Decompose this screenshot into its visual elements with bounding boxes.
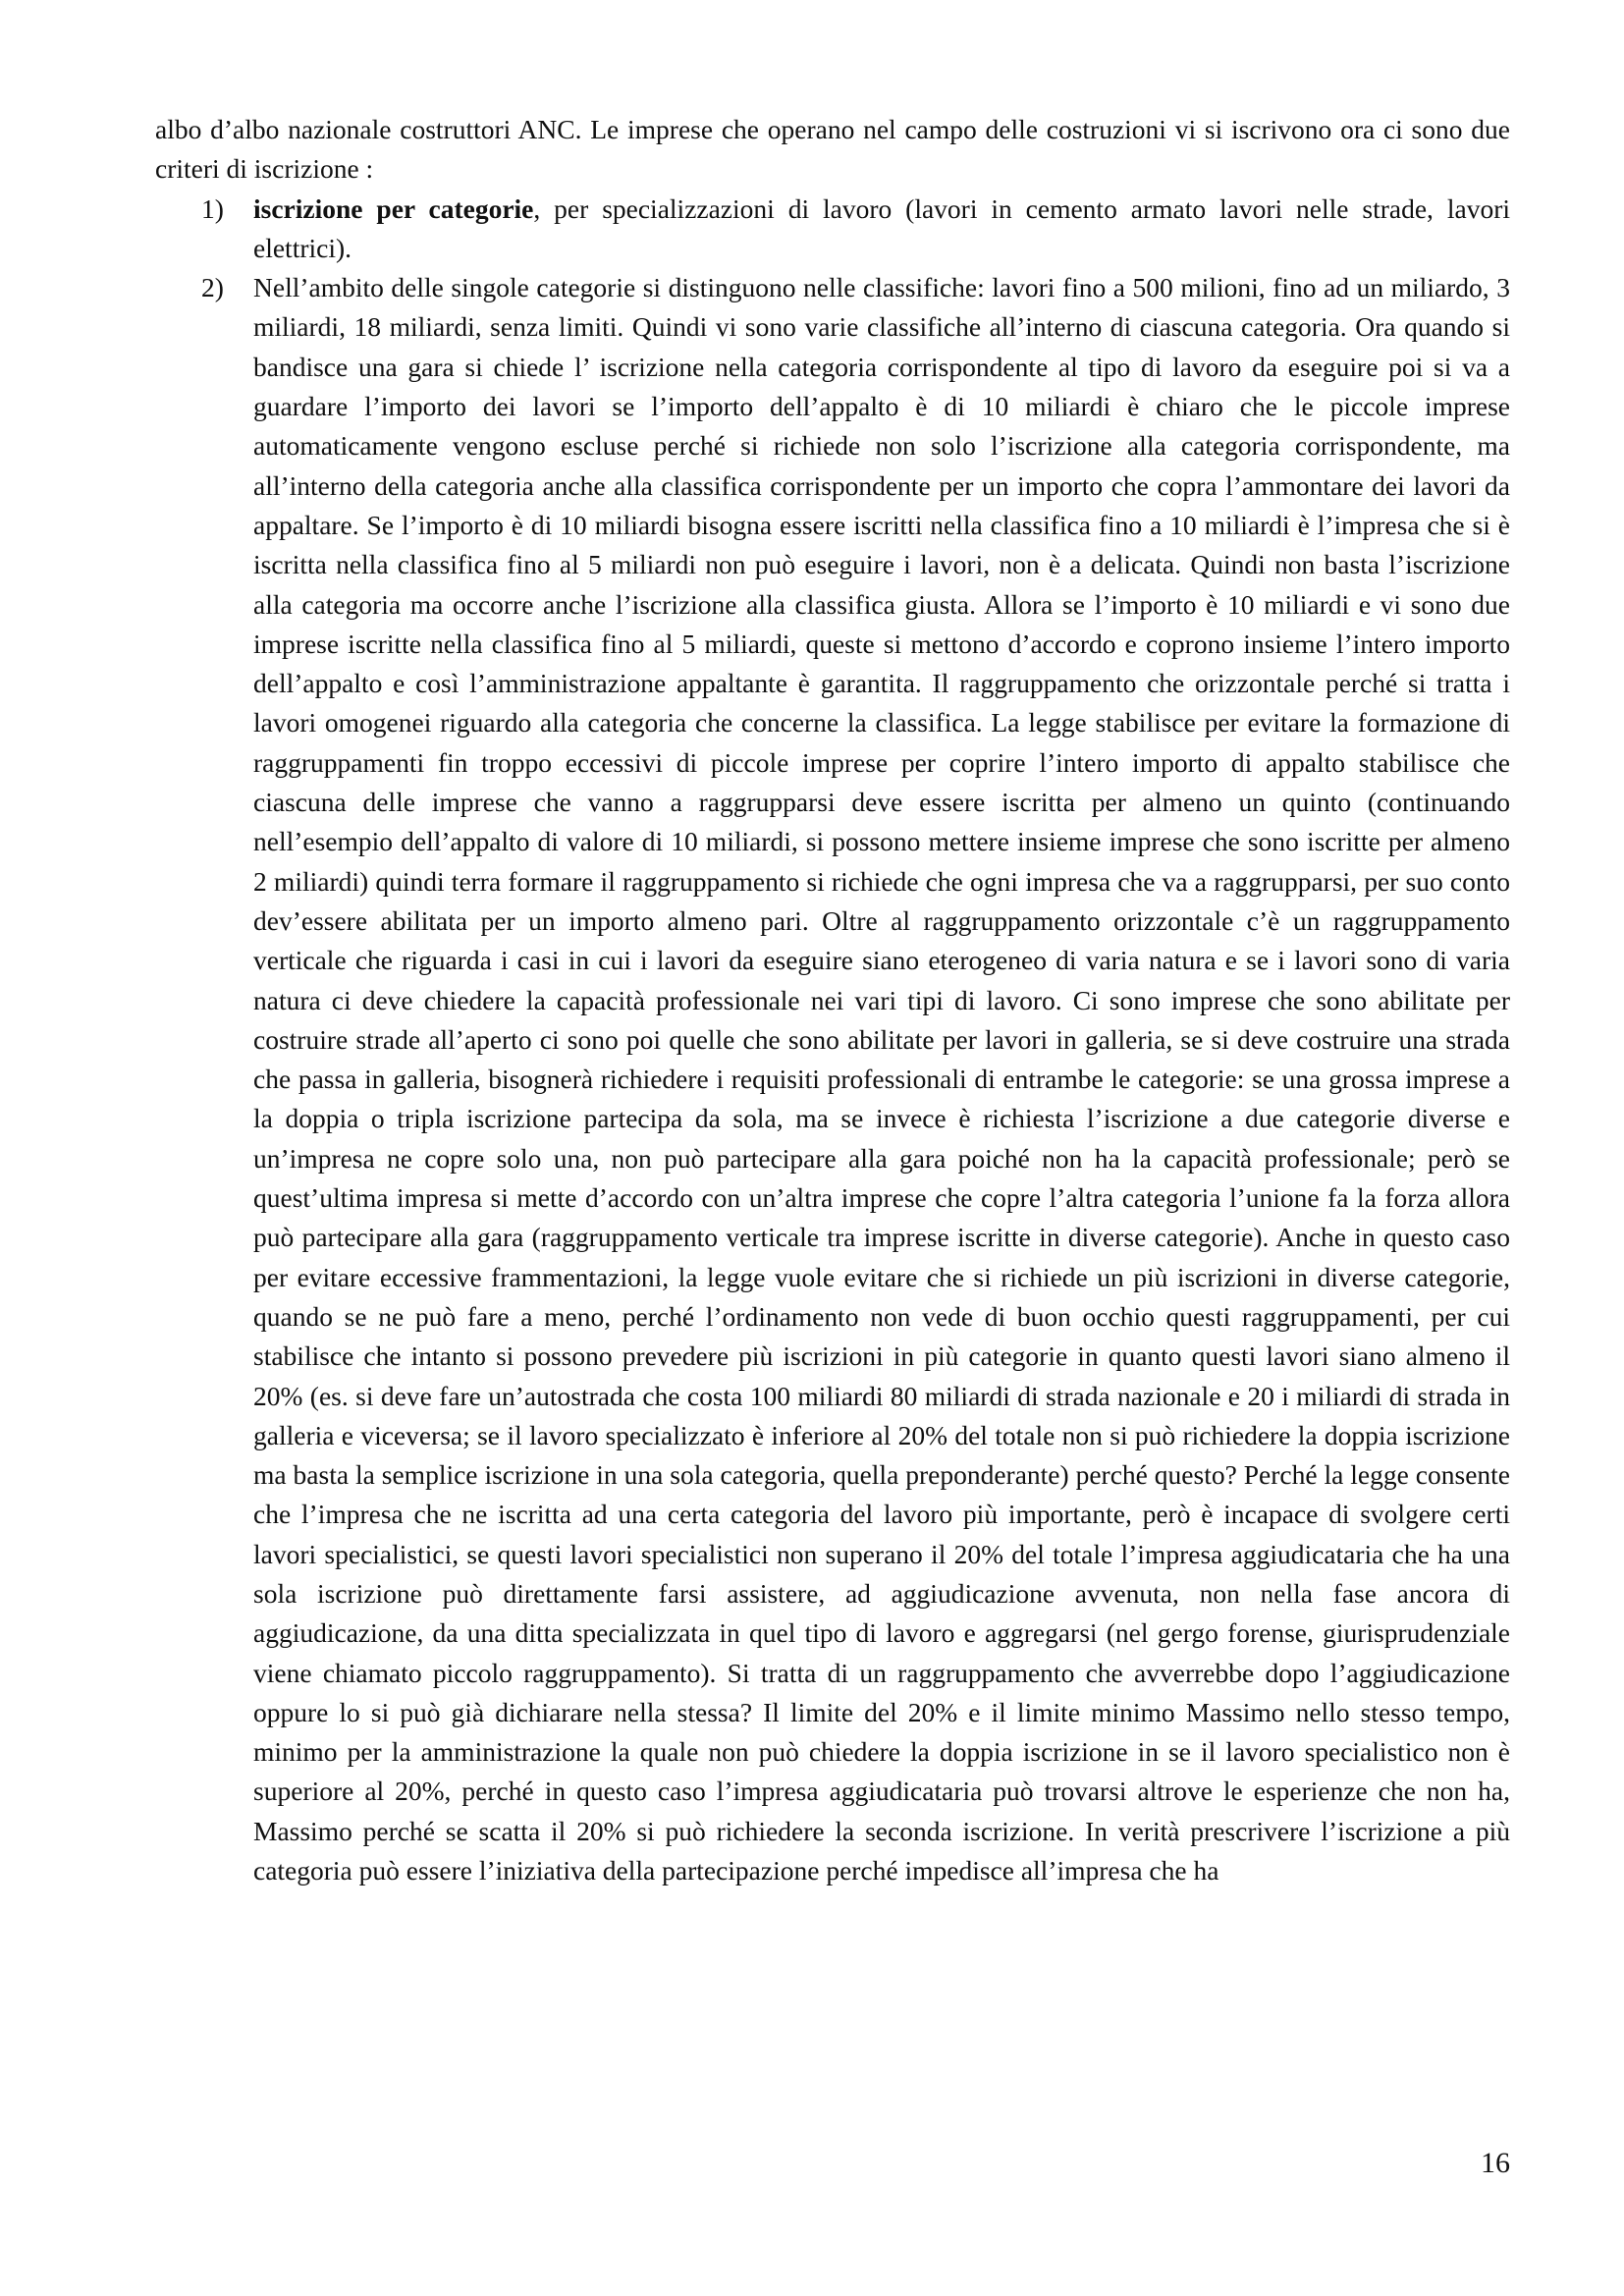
list-item-number: 1) [201,192,224,224]
intro-paragraph: albo d’albo nazionale costruttori ANC. Le imprese che operano nel campo delle costruzioni vi si iscrivono ora ci sono due criteri di iscrizione : [155,114,1510,185]
list-item-bold-term: iscrizione per categorie [253,192,534,224]
list-item-2 [155,268,1510,1890]
list-item-text: Nell’ambito delle singole categorie si distinguono nelle classifiche: lavori fino a 500 milioni, fino ad un miliardo, 3 miliardi, 18 miliardi, senza limiti. Quindi vi sono varie classifiche all’interno di ciascuna categoria. Ora quando si bandisce una gara si chiede l’ iscrizione nella categoria corrispondente al tipo di lavoro da eseguire poi si va a guardare l’importo dei lavori se l’importo dell’appalto è di 10 miliardi è chiaro che le piccole imprese automaticamente vengono escluse perché si richiede non solo l’iscrizione alla categoria corrispondente, ma all’interno della categoria anche alla classifica corrispondente per un importo che copra l’ammontare dei lavori da appaltare. Se l’importo è di 10 miliardi bisogna essere iscritti nella classifica fino a 10 miliardi è l’impresa che si è iscritta nella classifica fino al 5 miliardi non può eseguire i lavori, non è a delicata. Quindi non basta l’iscrizione alla categoria ma occorre anche l’iscrizione alla classifica giusta. Allora se l’importo è 10 miliardi e vi sono due imprese iscritte nella classifica fino al 5 miliardi, queste si mettono d’accordo e coprono insieme l’intero importo dell’appalto e così l’amministrazione appaltante è garantita. Il raggruppamento che orizzontale perché si tratta i lavori omogenei riguardo alla categoria che concerne la classifica. La legge stabilisce per evitare la formazione di raggruppamenti fin troppo eccessivi di piccole imprese per coprire l’intero importo di appalto stabilisce che ciascuna delle imprese che vanno a raggrupparsi deve essere iscritta per almeno un quinto (continuando nell’esempio dell’appalto di valore di 10 miliardi, si possono mettere insieme imprese che sono iscritte per almeno 2 miliardi) quindi terra formare il raggruppamento si richiede che ogni impresa che va a raggrupparsi, per suo conto dev’essere abilitata per un importo almeno pari. Oltre al raggruppamento orizzontale c’è un raggruppamento verticale che riguarda i casi in cui i lavori da eseguire siano eterogeneo di varia natura e se i lavori sono di varia natura ci deve chiedere la capacità professionale nei vari tipi di lavoro. Ci sono imprese che sono abilitate per costruire strade all’aperto ci sono poi quelle che sono abilitate per lavori in galleria, se si deve costruire una strada che passa in galleria, bisognerà richiedere i requisiti professionali di entrambe le categorie: se una grossa imprese a la doppia o tripla iscrizione partecipa da sola, ma se invece è richiesta l’iscrizione a due categorie diverse e un’impresa ne copre solo una, non può partecipare alla gara poiché non ha la capacità professionale; però se quest’ultima impresa si mette d’accordo con un’altra imprese che copre l’altra categoria l’unione fa la forza allora può partecipare alla gara (raggruppamento verticale tra imprese iscritte in diverse categorie). Anche in questo caso per evitare eccessive frammentazioni, la legge vuole evitare che si richiede un più iscrizioni in diverse categorie, quando se ne può fare a meno, perché l’ordinamento non vede di buon occhio questi raggruppamenti, per cui stabilisce che intanto si possono prevedere più iscrizioni in più categorie in quanto questi lavori siano almeno il 20% (es. si deve fare un’autostrada che costa 100 miliardi 80 miliardi di strada nazionale e 20 i miliardi di strada in galleria e viceversa; se il lavoro specializzato è inferiore al 20% del totale non si può richiedere la doppia iscrizione ma basta la semplice iscrizione in una sola categoria, quella preponderante) perché questo? Perché la legge consente che l’impresa che ne iscritta ad una certa categoria del lavoro più importante, però è incapace di svolgere certi lavori specialistici, se questi lavori specialistici non superano il 20% del totale l’impresa aggiudicataria che ha una sola iscrizione può direttamente farsi assistere, ad aggiudicazione avvenuta, non nella fase ancora di aggiudicazione, da una ditta specializzata in quel tipo di lavoro e aggregarsi (nel gergo forense, giurisprudenziale viene chiamato piccolo raggruppamento). Si tratta di un raggruppamento che avverrebbe dopo l’aggiudicazione oppure lo si può già dichiarare nella stessa? Il limite del 20% e il limite minimo Massimo nello stesso tempo, minimo per la amministrazione la quale non può chiedere la doppia iscrizione in se il lavoro specialistico non è superiore al 20%, perché in questo caso l’impresa aggiudicataria può trovarsi altrove le esperienze che non ha, Massimo perché se scatta il 20% si può richiedere la seconda iscrizione. In verità prescrivere l’iscrizione a più categoria può essere l’iniziativa della partecipazione perché impedisce all’impresa che ha [253,272,1510,1886]
criteria-list [155,190,1510,1891]
list-item-1 [155,190,1510,269]
page-number: 16 [1481,2147,1510,2179]
document-page [155,110,1510,1890]
list-item-text: , per specializzazioni di lavoro (lavori in cemento armato lavori nelle strade, lavori elettrici). [253,192,1510,263]
list-item-number: 2) [201,272,224,303]
